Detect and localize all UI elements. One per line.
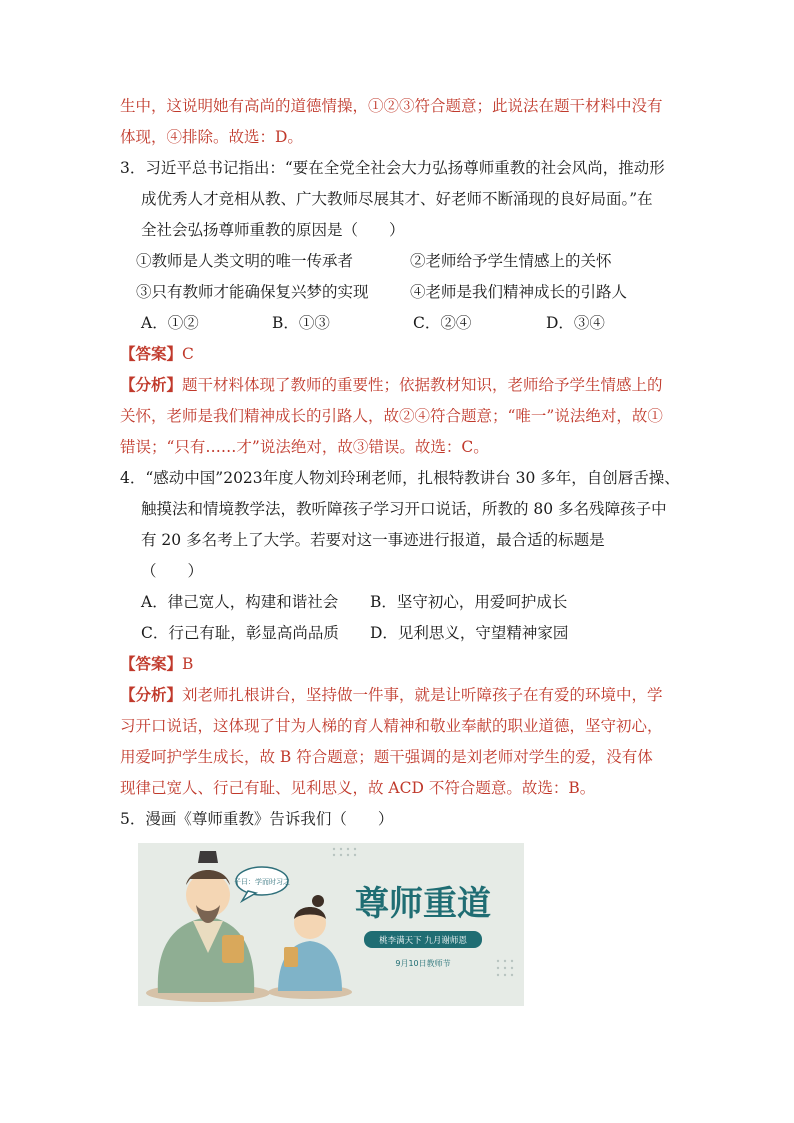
answer-tag: 【答案】: [120, 654, 183, 673]
q3-stem: 成优秀人才竞相从教、广大教师尽展其才、好老师不断涌现的良好局面。”在: [141, 190, 653, 208]
q3-statement-4: ④老师是我们精神成长的引路人: [410, 283, 628, 301]
q3-statement-1: ①教师是人类文明的唯一传承者: [136, 252, 354, 270]
q4-analysis: [120, 685, 663, 705]
q3-statement-2: ②老师给予学生情感上的关怀: [410, 252, 612, 270]
q3-analysis-line: 关怀，老师是我们精神成长的引路人，故②④符合题意；“唯一”说法绝对，故①: [120, 407, 663, 425]
q4-choice-b: B．坚守初心，用爱呵护成长: [370, 593, 568, 611]
analysis-text: 刘老师扎根讲台，坚持做一件事，就是让听障孩子在有爱的环境中，学: [182, 686, 663, 704]
q4-analysis-line: 现律己宽人、行己有耻、见利思义，故 ACD 不符合题意。故选：B。: [120, 779, 596, 797]
q5-stem: 5．漫画《尊师重教》告诉我们（ ）: [120, 810, 394, 828]
q3-answer: [120, 344, 194, 364]
cartoon-date: 9月10日教师节: [395, 959, 451, 968]
analysis-text: 题干材料体现了教师的重要性；依据教材知识，老师给予学生情感上的: [182, 376, 663, 394]
q4-analysis-line: 用爱呵护学生成长，故 B 符合题意；题干强调的是刘老师对学生的爱，没有体: [120, 748, 653, 766]
q3-analysis-line: 错误；“只有……才”说法绝对，故③错误。故选：C。: [120, 438, 489, 456]
cartoon-title: 尊师重道: [355, 884, 491, 924]
q3-stem: 3．习近平总书记指出：“要在全党全社会大力弘扬尊师重教的社会风尚，推动形: [120, 159, 665, 177]
q4-answer: [120, 654, 193, 674]
speech-text: 子曰：学而时习之: [234, 878, 290, 886]
q3-stem: 全社会弘扬尊师重教的原因是（ ）: [141, 221, 405, 239]
q4-analysis-line: 习开口说话，这体现了甘为人梯的育人精神和敬业奉献的职业道德，坚守初心，: [120, 717, 663, 735]
q3-choice-d: D．③④: [546, 314, 605, 332]
q2-analysis-line: 体现，④排除。故选：D。: [120, 128, 303, 146]
analysis-tag: 【分析】: [120, 685, 183, 704]
answer-value: C: [182, 345, 194, 363]
teacher-day-cartoon: [138, 843, 524, 1006]
q4-stem: 触摸法和情境教学法，教听障孩子学习开口说话，所教的 80 多名残障孩子中: [141, 500, 667, 518]
q4-choice-c: C．行己有耻，彰显高尚品质: [141, 624, 339, 642]
q4-stem: 有 20 多名考上了大学。若要对这一事迹进行报道，最合适的标题是: [141, 531, 605, 549]
q3-choice-a: A．①②: [141, 314, 199, 332]
analysis-tag: 【分析】: [120, 375, 183, 394]
q3-statement-3: ③只有教师才能确保复兴梦的实现: [136, 283, 369, 301]
q3-choice-c: C．②④: [413, 314, 472, 332]
q3-choice-b: B．①③: [272, 314, 330, 332]
q2-analysis-line: 生中，这说明她有高尚的道德情操，①②③符合题意；此说法在题干材料中没有: [120, 97, 663, 115]
answer-value: B: [182, 655, 194, 673]
q4-choice-d: D．见利思义，守望精神家园: [370, 624, 569, 642]
answer-tag: 【答案】: [120, 344, 183, 363]
q4-stem: 4．“感动中国”2023年度人物刘玲琍老师，扎根特教讲台 30 多年，自创唇舌操、: [120, 469, 680, 487]
cartoon-slogan: 桃李满天下 九月谢师恩: [379, 936, 467, 946]
q3-analysis: [120, 375, 663, 395]
q4-stem: （ ）: [141, 562, 204, 580]
q4-choice-a: A．律己宽人，构建和谐社会: [141, 593, 339, 611]
